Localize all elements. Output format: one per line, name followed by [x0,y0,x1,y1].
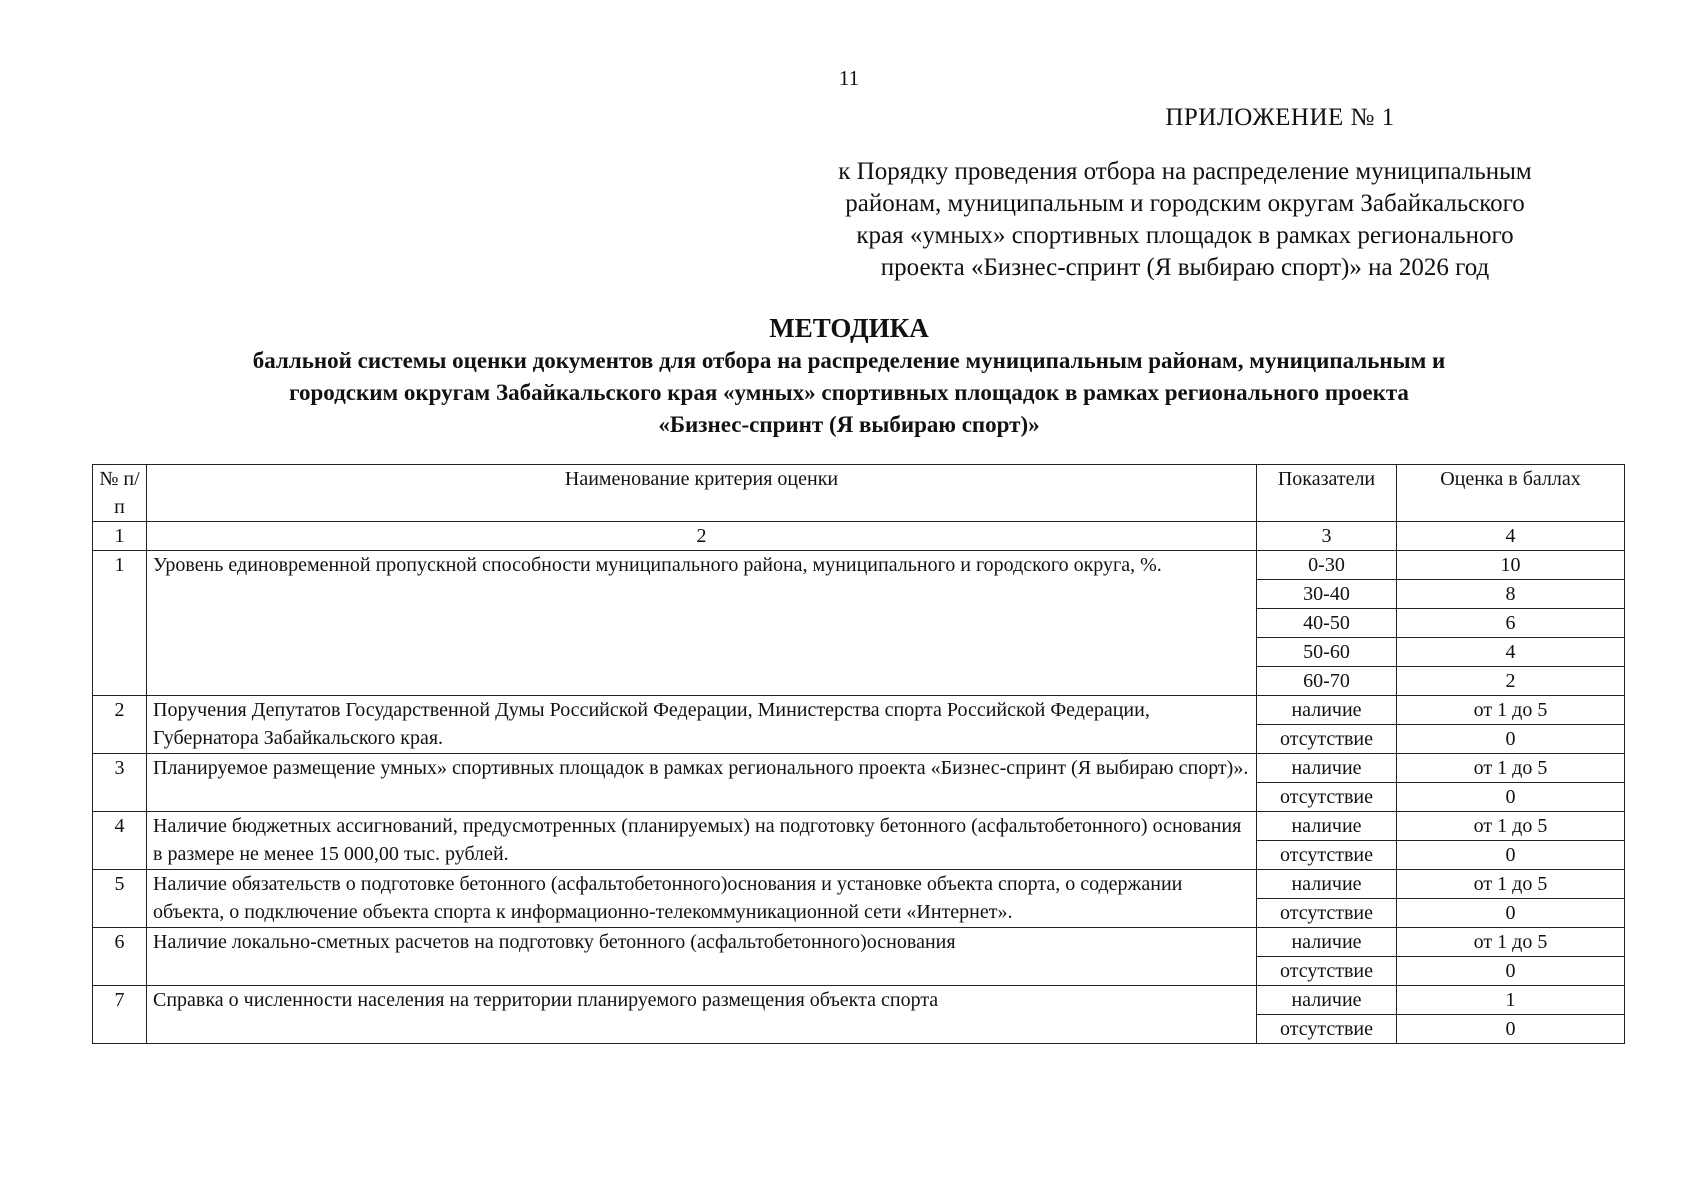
header-row [93,465,1625,522]
score-cell: от 1 до 5 [1397,696,1625,725]
criterion-number: 2 [93,696,147,754]
indicator-cell: наличие [1257,870,1397,899]
appendix-subtitle-line: проекта «Бизнес-спринт (Я выбираю спорт)» на 2026 год [880,254,1490,281]
score-cell: 8 [1397,580,1625,609]
table-row [93,986,1625,1015]
methodology-subtitle-line: балльной системы оценки документов для отбора на распределение муниципальным районам, муниципальным и [252,348,1446,373]
criterion-number: 3 [93,754,147,812]
column-number: 3 [1257,522,1397,551]
methodology-title: МЕТОДИКА [769,313,929,343]
appendix-subtitle-line: к Порядку проведения отбора на распределение муниципальным [838,158,1532,185]
methodology-subtitle-line: «Бизнес-спринт (Я выбираю спорт)» [658,412,1040,437]
indicator-cell: отсутствие [1257,957,1397,986]
indicator-cell: 0-30 [1257,551,1397,580]
criterion-number: 6 [93,928,147,986]
appendix-subtitle [770,156,1600,284]
indicator-cell: наличие [1257,812,1397,841]
criterion-name: Справка о численности населения на территории планируемого размещения объекта спорта [147,986,1257,1044]
header-indicators: Показатели [1257,465,1397,522]
table-row [93,870,1625,899]
criterion-name: Поручения Депутатов Государственной Думы Российской Федерации, Министерства спорта Российской Федерации, Губернатора Забайкальского края. [147,696,1257,754]
indicator-cell: наличие [1257,754,1397,783]
indicator-cell: 60-70 [1257,667,1397,696]
table-row [93,754,1625,783]
criterion-name: Наличие бюджетных ассигнований, предусмотренных (планируемых) на подготовку бетонного (асфальтобетонного) основания в размере не менее 15 000,00 тыс. рублей. [147,812,1257,870]
score-cell: от 1 до 5 [1397,870,1625,899]
methodology-subtitle-line: городским округам Забайкальского края «умных» спортивных площадок в рамках регионального проекта [289,380,1409,405]
criterion-number: 4 [93,812,147,870]
page-number: 11 [838,66,860,90]
indicator-cell: 50-60 [1257,638,1397,667]
header-score: Оценка в баллах [1397,465,1625,522]
criterion-number: 7 [93,986,147,1044]
table-row [93,696,1625,725]
criterion-name: Планируемое размещение умных» спортивных площадок в рамках регионального проекта «Бизнес-спринт (Я выбираю спорт)». [147,754,1257,812]
score-cell: 0 [1397,1015,1625,1044]
score-cell: 1 [1397,986,1625,1015]
indicator-cell: 30-40 [1257,580,1397,609]
column-number: 1 [93,522,147,551]
criterion-number: 5 [93,870,147,928]
criterion-name: Уровень единовременной пропускной способности муниципального района, муниципального и городского округа, %. [147,551,1257,696]
indicator-cell: наличие [1257,928,1397,957]
criterion-number: 1 [93,551,147,696]
score-cell: 0 [1397,899,1625,928]
table-row [93,812,1625,841]
score-cell: от 1 до 5 [1397,812,1625,841]
score-cell: от 1 до 5 [1397,928,1625,957]
score-cell: 0 [1397,841,1625,870]
methodology-subtitle [100,345,1598,441]
score-cell: от 1 до 5 [1397,754,1625,783]
indicator-cell: отсутствие [1257,725,1397,754]
criteria-table [92,464,1625,1044]
criteria-table-body [93,465,1625,1044]
table-row [93,551,1625,580]
score-cell: 4 [1397,638,1625,667]
column-number: 2 [147,522,1257,551]
column-number: 4 [1397,522,1625,551]
criterion-name: Наличие локально-сметных расчетов на подготовку бетонного (асфальтобетонного)основания [147,928,1257,986]
score-cell: 2 [1397,667,1625,696]
score-cell: 0 [1397,783,1625,812]
indicator-cell: отсутствие [1257,1015,1397,1044]
table-row [93,928,1625,957]
appendix-subtitle-line: края «умных» спортивных площадок в рамках регионального [856,222,1514,249]
criterion-name: Наличие обязательств о подготовке бетонного (асфальтобетонного)основания и установке объекта спорта, о содержании объекта, о подключение объекта спорта к информационно-телекоммуникационной сети «Интернет». [147,870,1257,928]
indicator-cell: наличие [1257,696,1397,725]
header-num: № п/п [93,465,147,522]
indicator-cell: 40-50 [1257,609,1397,638]
score-cell: 0 [1397,725,1625,754]
header-name: Наименование критерия оценки [147,465,1257,522]
appendix-subtitle-line: районам, муниципальным и городским округам Забайкальского [845,190,1525,217]
appendix-title: ПРИЛОЖЕНИЕ № 1 [1165,104,1395,131]
indicator-cell: наличие [1257,986,1397,1015]
score-cell: 6 [1397,609,1625,638]
indicator-cell: отсутствие [1257,783,1397,812]
column-number-row [93,522,1625,551]
indicator-cell: отсутствие [1257,841,1397,870]
score-cell: 10 [1397,551,1625,580]
indicator-cell: отсутствие [1257,899,1397,928]
score-cell: 0 [1397,957,1625,986]
